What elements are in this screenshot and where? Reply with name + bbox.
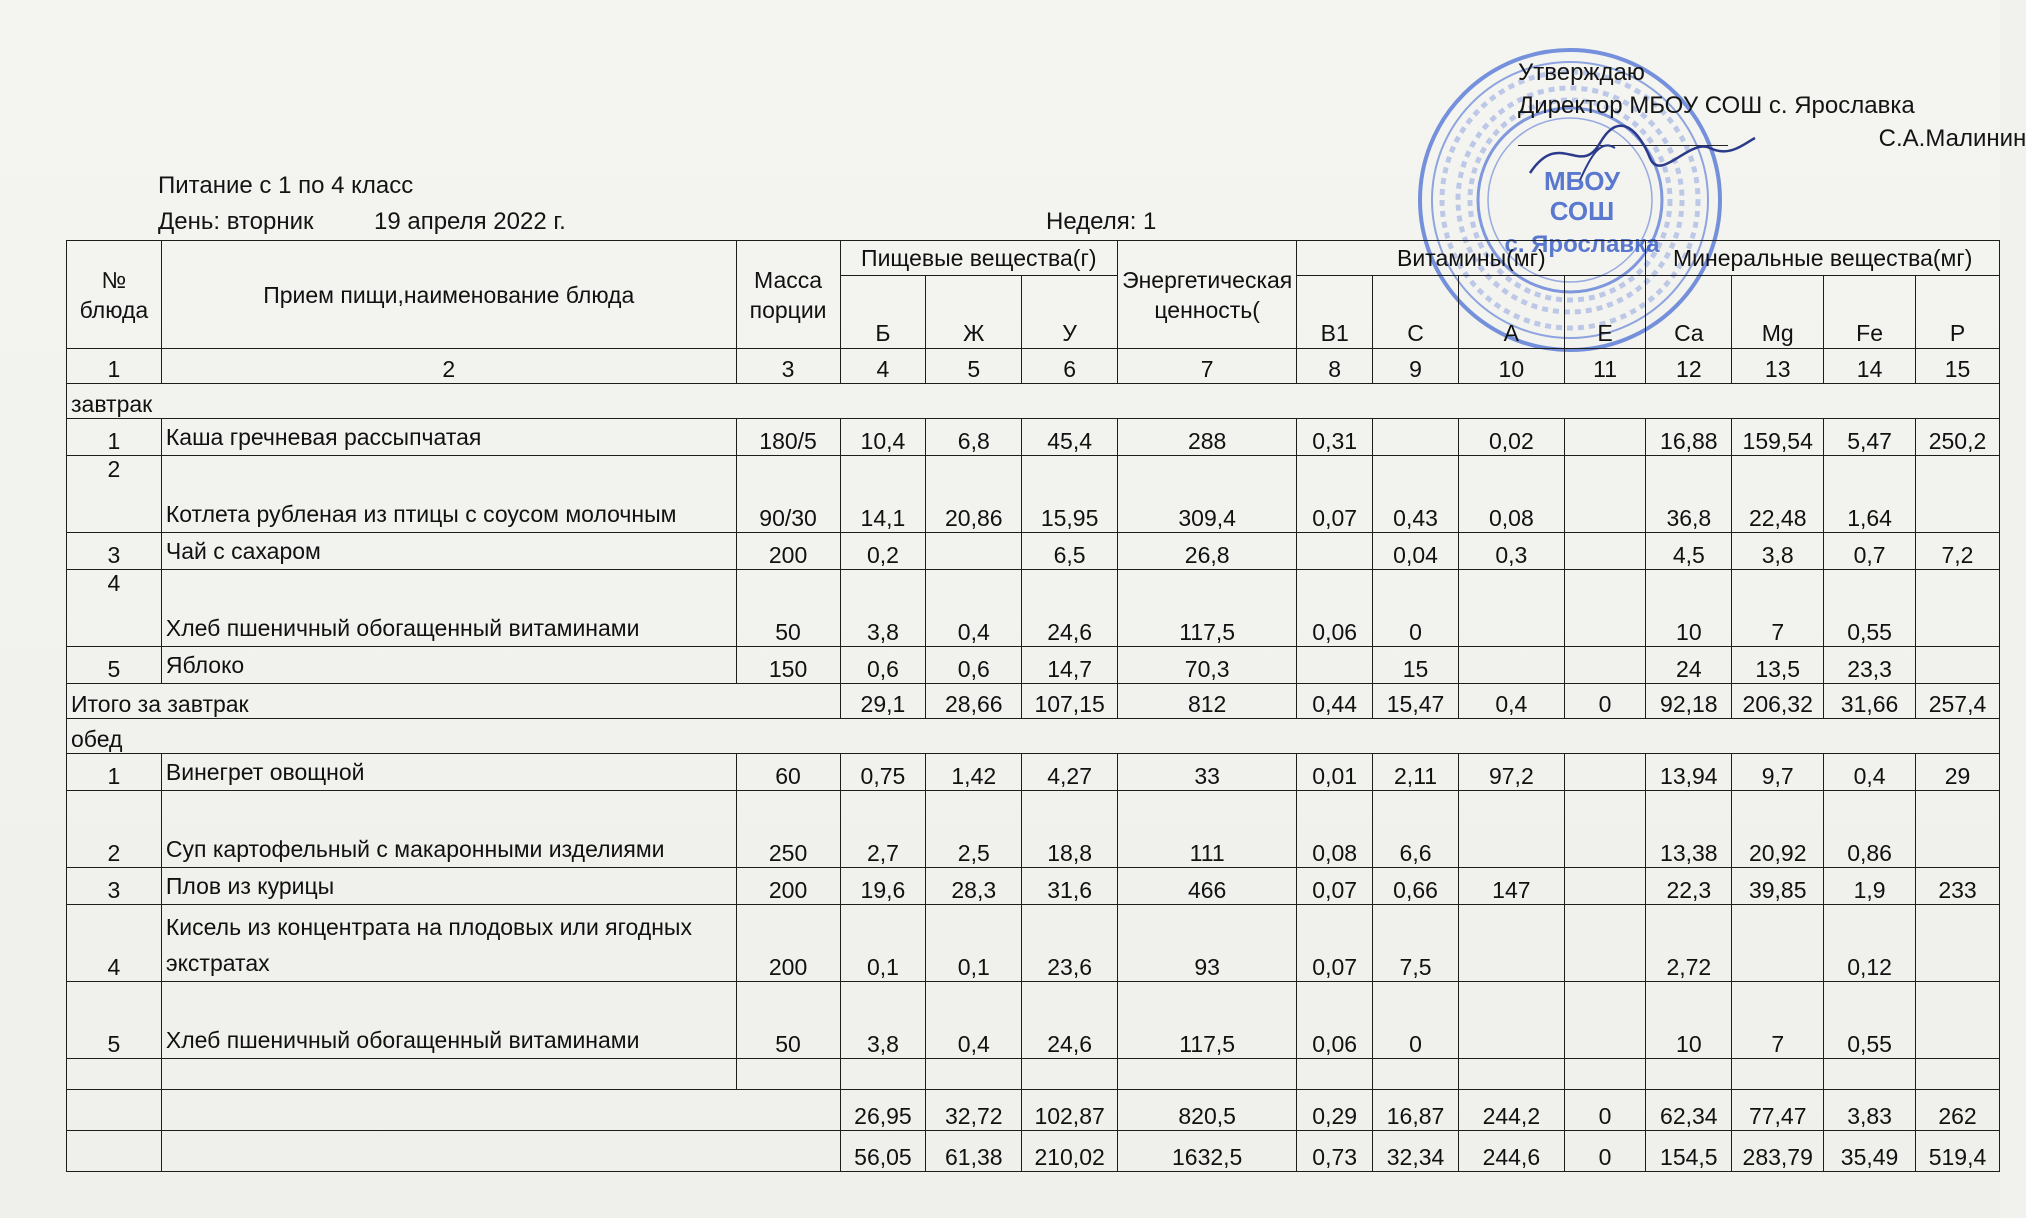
value-zh: 6,8	[926, 419, 1022, 456]
empty-cell	[67, 1090, 162, 1131]
value-zh: 0,4	[926, 570, 1022, 647]
colnum: 10	[1458, 349, 1564, 384]
total-en: 812	[1118, 684, 1297, 719]
value-mg	[1732, 905, 1824, 982]
value-u: 15,95	[1022, 456, 1118, 533]
section-row-lunch	[67, 719, 2000, 754]
value-ca: 24	[1646, 647, 1732, 684]
dish-mass: 150	[736, 647, 840, 684]
value-p	[1916, 647, 2000, 684]
value-ca: 36,8	[1646, 456, 1732, 533]
value-zh	[926, 533, 1022, 570]
total-en: 820,5	[1118, 1090, 1297, 1131]
colnum: 5	[926, 349, 1022, 384]
value-u: 6,5	[1022, 533, 1118, 570]
value-mg: 13,5	[1732, 647, 1824, 684]
col-head-mg: Mg	[1732, 276, 1824, 349]
dish-number: 5	[67, 982, 162, 1059]
col-head-minerals: Минеральные вещества(мг)	[1646, 241, 2000, 276]
total-b: 56,05	[840, 1131, 926, 1172]
value-e	[1564, 791, 1646, 868]
value-mg: 39,85	[1732, 868, 1824, 905]
value-u: 31,6	[1022, 868, 1118, 905]
value-c: 6,6	[1373, 791, 1459, 868]
approval-title: Утверждаю	[1518, 59, 1645, 86]
day-total-row	[67, 1131, 2000, 1172]
dish-number: 1	[67, 754, 162, 791]
value-fe: 0,55	[1824, 570, 1916, 647]
value-fe: 5,47	[1824, 419, 1916, 456]
value-e	[1564, 456, 1646, 533]
value-ca: 13,38	[1646, 791, 1732, 868]
value-b: 0,2	[840, 533, 926, 570]
table-row	[67, 982, 2000, 1059]
empty-cell	[1118, 1059, 1297, 1090]
value-p	[1916, 982, 2000, 1059]
value-mg: 159,54	[1732, 419, 1824, 456]
total-zh: 32,72	[926, 1090, 1022, 1131]
dish-number: 4	[67, 905, 162, 982]
value-e	[1564, 570, 1646, 647]
value-a	[1458, 791, 1564, 868]
section-row-breakfast	[67, 384, 2000, 419]
value-u: 18,8	[1022, 791, 1118, 868]
total-p: 257,4	[1916, 684, 2000, 719]
dish-mass: 50	[736, 982, 840, 1059]
value-a	[1458, 905, 1564, 982]
dish-name: Винегрет овощной	[161, 754, 736, 791]
dish-mass: 200	[736, 533, 840, 570]
value-fe: 0,55	[1824, 982, 1916, 1059]
empty-cell	[67, 1059, 162, 1090]
empty-cell	[840, 1059, 926, 1090]
col-head-vitamins: Витамины(мг)	[1297, 241, 1646, 276]
value-zh: 2,5	[926, 791, 1022, 868]
value-b: 0,1	[840, 905, 926, 982]
handwritten-signature	[1520, 118, 1760, 188]
total-b1: 0,73	[1297, 1131, 1373, 1172]
value-ca: 4,5	[1646, 533, 1732, 570]
value-zh: 1,42	[926, 754, 1022, 791]
total-b1: 0,29	[1297, 1090, 1373, 1131]
value-mg: 22,48	[1732, 456, 1824, 533]
empty-cell	[1373, 1059, 1459, 1090]
colnum: 4	[840, 349, 926, 384]
value-p: 29	[1916, 754, 2000, 791]
breakfast-section	[67, 384, 2000, 719]
colnum: 6	[1022, 349, 1118, 384]
value-p: 7,2	[1916, 533, 2000, 570]
value-p: 233	[1916, 868, 2000, 905]
dish-name: Каша гречневая рассыпчатая	[161, 419, 736, 456]
value-c: 0,04	[1373, 533, 1459, 570]
value-b1	[1297, 647, 1373, 684]
value-b: 3,8	[840, 570, 926, 647]
table-row	[67, 647, 2000, 684]
lunch-section	[67, 719, 2000, 1090]
value-zh: 20,86	[926, 456, 1022, 533]
value-u: 23,6	[1022, 905, 1118, 982]
dish-number: 2	[67, 791, 162, 868]
table-row	[67, 754, 2000, 791]
col-head-nutrients: Пищевые вещества(г)	[840, 241, 1118, 276]
value-b: 10,4	[840, 419, 926, 456]
table-row	[67, 533, 2000, 570]
col-head-p: P	[1916, 276, 2000, 349]
value-c: 7,5	[1373, 905, 1459, 982]
colnum: 9	[1373, 349, 1459, 384]
total-c: 16,87	[1373, 1090, 1459, 1131]
value-ca: 10	[1646, 982, 1732, 1059]
value-e	[1564, 419, 1646, 456]
header-row-1	[67, 241, 2000, 276]
total-a: 244,2	[1458, 1090, 1564, 1131]
value-b1: 0,07	[1297, 868, 1373, 905]
colnum: 8	[1297, 349, 1373, 384]
dish-number: 1	[67, 419, 162, 456]
table-row	[67, 456, 2000, 533]
stamp-text-1: МБОУ	[1543, 166, 1621, 196]
column-number-row	[67, 349, 2000, 384]
total-e: 0	[1564, 1090, 1646, 1131]
value-en: 288	[1118, 419, 1297, 456]
total-u: 210,02	[1022, 1131, 1118, 1172]
value-ca: 22,3	[1646, 868, 1732, 905]
col-head-b1: В1	[1297, 276, 1373, 349]
col-head-zh: Ж	[926, 276, 1022, 349]
total-ca: 154,5	[1646, 1131, 1732, 1172]
value-ca: 10	[1646, 570, 1732, 647]
value-c: 15	[1373, 647, 1459, 684]
value-zh: 28,3	[926, 868, 1022, 905]
total-e: 0	[1564, 1131, 1646, 1172]
total-mg: 283,79	[1732, 1131, 1824, 1172]
col-head-b: Б	[840, 276, 926, 349]
value-a	[1458, 647, 1564, 684]
total-e: 0	[1564, 684, 1646, 719]
value-zh: 0,1	[926, 905, 1022, 982]
value-en: 466	[1118, 868, 1297, 905]
total-u: 107,15	[1022, 684, 1118, 719]
stamp-text-2: СОШ	[1549, 196, 1615, 226]
col-head-num: № блюда	[67, 241, 162, 349]
value-e	[1564, 754, 1646, 791]
value-b1: 0,01	[1297, 754, 1373, 791]
empty-row	[67, 1059, 2000, 1090]
value-b1: 0,07	[1297, 456, 1373, 533]
value-fe: 0,4	[1824, 754, 1916, 791]
value-p: 250,2	[1916, 419, 2000, 456]
section-label: завтрак	[67, 384, 2000, 419]
value-b: 2,7	[840, 791, 926, 868]
total-u: 102,87	[1022, 1090, 1118, 1131]
value-u: 24,6	[1022, 982, 1118, 1059]
dish-name: Кисель из концентрата на плодовых или ягодных экстратах	[161, 905, 736, 982]
value-b: 3,8	[840, 982, 926, 1059]
total-mg: 206,32	[1732, 684, 1824, 719]
value-a: 0,08	[1458, 456, 1564, 533]
value-e	[1564, 868, 1646, 905]
value-c: 0,66	[1373, 868, 1459, 905]
breakfast-total-row	[67, 684, 2000, 719]
colnum: 7	[1118, 349, 1297, 384]
value-b: 19,6	[840, 868, 926, 905]
empty-cell	[161, 1059, 736, 1090]
value-en: 70,3	[1118, 647, 1297, 684]
table-row	[67, 570, 2000, 647]
total-fe: 35,49	[1824, 1131, 1916, 1172]
total-p: 262	[1916, 1090, 2000, 1131]
col-head-c: С	[1373, 276, 1459, 349]
value-fe: 0,86	[1824, 791, 1916, 868]
value-b1: 0,07	[1297, 905, 1373, 982]
dish-name: Хлеб пшеничный обогащенный витаминами	[161, 570, 736, 647]
value-mg: 3,8	[1732, 533, 1824, 570]
colnum: 1	[67, 349, 162, 384]
total-zh: 28,66	[926, 684, 1022, 719]
value-ca: 16,88	[1646, 419, 1732, 456]
value-b1: 0,06	[1297, 570, 1373, 647]
total-en: 1632,5	[1118, 1131, 1297, 1172]
value-c: 0	[1373, 982, 1459, 1059]
value-mg: 7	[1732, 570, 1824, 647]
value-a	[1458, 570, 1564, 647]
dish-number: 3	[67, 533, 162, 570]
total-a: 244,6	[1458, 1131, 1564, 1172]
value-c: 2,11	[1373, 754, 1459, 791]
dish-name: Яблоко	[161, 647, 736, 684]
empty-cell	[161, 1090, 840, 1131]
value-en: 111	[1118, 791, 1297, 868]
total-zh: 61,38	[926, 1131, 1022, 1172]
value-en: 117,5	[1118, 570, 1297, 647]
dish-number: 3	[67, 868, 162, 905]
total-b: 29,1	[840, 684, 926, 719]
empty-cell	[1564, 1059, 1646, 1090]
total-fe: 3,83	[1824, 1090, 1916, 1131]
empty-cell	[1732, 1059, 1824, 1090]
value-zh: 0,4	[926, 982, 1022, 1059]
value-a	[1458, 982, 1564, 1059]
empty-cell	[1022, 1059, 1118, 1090]
dish-mass: 60	[736, 754, 840, 791]
table-row	[67, 791, 2000, 868]
col-head-dish: Прием пищи,наименование блюда	[161, 241, 736, 349]
total-b: 26,95	[840, 1090, 926, 1131]
dish-mass: 250	[736, 791, 840, 868]
colnum: 15	[1916, 349, 2000, 384]
dish-mass: 90/30	[736, 456, 840, 533]
value-a: 97,2	[1458, 754, 1564, 791]
dish-name: Суп картофельный с макаронными изделиями	[161, 791, 736, 868]
col-head-ca: Ca	[1646, 276, 1732, 349]
dish-mass: 200	[736, 868, 840, 905]
value-c	[1373, 419, 1459, 456]
value-mg: 20,92	[1732, 791, 1824, 868]
dish-mass: 50	[736, 570, 840, 647]
value-b1	[1297, 533, 1373, 570]
dish-name: Чай с сахаром	[161, 533, 736, 570]
dish-name: Плов из курицы	[161, 868, 736, 905]
table-row	[67, 905, 2000, 982]
value-fe: 1,9	[1824, 868, 1916, 905]
value-a: 0,02	[1458, 419, 1564, 456]
total-fe: 31,66	[1824, 684, 1916, 719]
total-c: 15,47	[1373, 684, 1459, 719]
empty-cell	[1916, 1059, 2000, 1090]
value-fe: 1,64	[1824, 456, 1916, 533]
empty-cell	[1646, 1059, 1732, 1090]
total-mg: 77,47	[1732, 1090, 1824, 1131]
empty-cell	[67, 1131, 162, 1172]
col-head-energy: Энергетическая ценность(	[1118, 241, 1297, 349]
value-b1: 0,08	[1297, 791, 1373, 868]
dish-mass: 200	[736, 905, 840, 982]
value-zh: 0,6	[926, 647, 1022, 684]
value-p	[1916, 456, 2000, 533]
empty-cell	[1458, 1059, 1564, 1090]
colnum: 2	[161, 349, 736, 384]
empty-cell	[161, 1131, 840, 1172]
dish-mass: 180/5	[736, 419, 840, 456]
col-head-a: А	[1458, 276, 1564, 349]
dish-number: 5	[67, 647, 162, 684]
stamp-text-3: с. Ярославка	[1504, 231, 1660, 258]
value-u: 24,6	[1022, 570, 1118, 647]
colnum: 12	[1646, 349, 1732, 384]
value-a: 0,3	[1458, 533, 1564, 570]
value-b: 0,6	[840, 647, 926, 684]
colnum: 14	[1824, 349, 1916, 384]
value-mg: 7	[1732, 982, 1824, 1059]
totals-section	[67, 1090, 2000, 1172]
menu-title: Питание с 1 по 4 класс	[158, 172, 414, 199]
table-row	[67, 868, 2000, 905]
col-head-u: У	[1022, 276, 1118, 349]
total-b1: 0,44	[1297, 684, 1373, 719]
value-c: 0	[1373, 570, 1459, 647]
value-b1: 0,31	[1297, 419, 1373, 456]
value-p	[1916, 791, 2000, 868]
menu-date: 19 апреля 2022 г.	[374, 208, 566, 235]
value-e	[1564, 982, 1646, 1059]
empty-cell	[736, 1059, 840, 1090]
value-e	[1564, 533, 1646, 570]
total-label: Итого за завтрак	[67, 684, 841, 719]
value-p	[1916, 905, 2000, 982]
dish-name: Котлета рубленая из птицы с соусом молочным	[161, 456, 736, 533]
total-c: 32,34	[1373, 1131, 1459, 1172]
approval-signer: С.А.Малинин	[1878, 125, 2026, 152]
col-head-e: Е	[1564, 276, 1646, 349]
value-en: 33	[1118, 754, 1297, 791]
value-b: 0,75	[840, 754, 926, 791]
value-fe: 23,3	[1824, 647, 1916, 684]
approval-position: Директор МБОУ СОШ с. Ярославка	[1518, 92, 1915, 119]
value-en: 309,4	[1118, 456, 1297, 533]
colnum: 3	[736, 349, 840, 384]
value-en: 26,8	[1118, 533, 1297, 570]
value-e	[1564, 647, 1646, 684]
menu-table	[66, 240, 2000, 1172]
total-a: 0,4	[1458, 684, 1564, 719]
col-head-mass: Масса порции	[736, 241, 840, 349]
value-p	[1916, 570, 2000, 647]
colnum: 11	[1564, 349, 1646, 384]
empty-cell	[926, 1059, 1022, 1090]
value-fe: 0,7	[1824, 533, 1916, 570]
col-head-fe: Fe	[1824, 276, 1916, 349]
dish-number: 4	[67, 570, 162, 647]
section-label: обед	[67, 719, 2000, 754]
dish-name: Хлеб пшеничный обогащенный витаминами	[161, 982, 736, 1059]
empty-cell	[1297, 1059, 1373, 1090]
value-ca: 13,94	[1646, 754, 1732, 791]
total-ca: 62,34	[1646, 1090, 1732, 1131]
value-fe: 0,12	[1824, 905, 1916, 982]
value-ca: 2,72	[1646, 905, 1732, 982]
menu-day: День: вторник	[158, 208, 314, 235]
value-b: 14,1	[840, 456, 926, 533]
total-ca: 92,18	[1646, 684, 1732, 719]
total-p: 519,4	[1916, 1131, 2000, 1172]
value-u: 4,27	[1022, 754, 1118, 791]
value-en: 117,5	[1118, 982, 1297, 1059]
colnum: 13	[1732, 349, 1824, 384]
table-row	[67, 419, 2000, 456]
menu-week: Неделя: 1	[1046, 208, 1157, 235]
value-u: 45,4	[1022, 419, 1118, 456]
empty-cell	[1824, 1059, 1916, 1090]
value-u: 14,7	[1022, 647, 1118, 684]
value-a: 147	[1458, 868, 1564, 905]
value-en: 93	[1118, 905, 1297, 982]
value-mg: 9,7	[1732, 754, 1824, 791]
lunch-total-row	[67, 1090, 2000, 1131]
value-e	[1564, 905, 1646, 982]
value-b1: 0,06	[1297, 982, 1373, 1059]
value-c: 0,43	[1373, 456, 1459, 533]
dish-number: 2	[67, 456, 162, 533]
